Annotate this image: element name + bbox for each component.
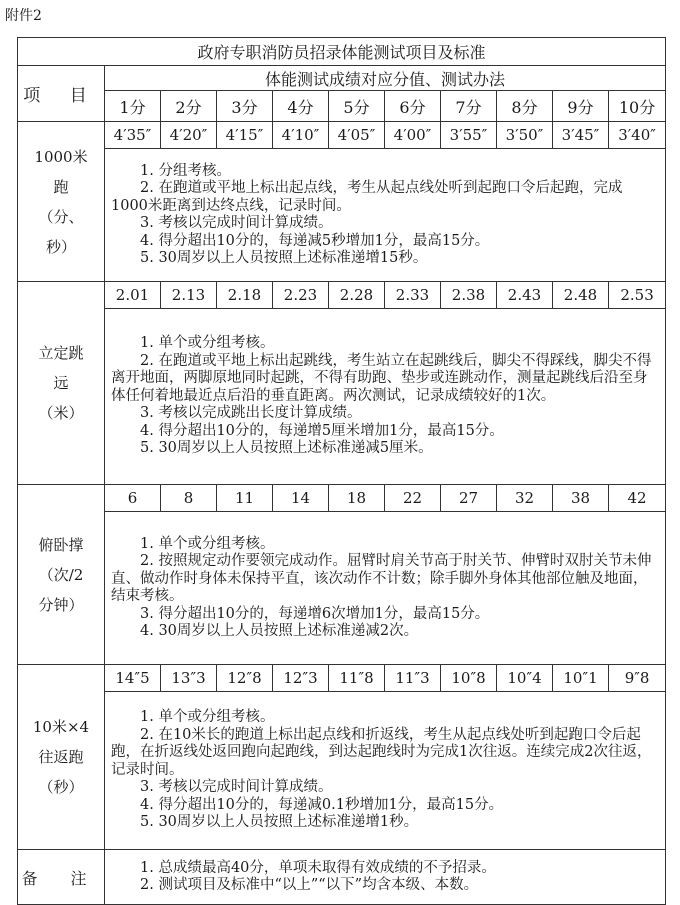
standard-value-cell: 3′55″ <box>441 122 497 149</box>
standard-value-cell: 10″8 <box>441 665 497 692</box>
event-name <box>18 282 105 485</box>
event-values-row <box>18 665 666 692</box>
score-header-cell: 3分 <box>217 91 273 122</box>
standard-value-cell: 2.38 <box>441 282 497 309</box>
table-title: 政府专职消防员招录体能测试项目及标准 <box>18 38 666 66</box>
score-header-cell: 6分 <box>385 91 441 122</box>
standard-value-cell: 3′50″ <box>497 122 553 149</box>
score-header-cell: 5分 <box>329 91 385 122</box>
standard-value-cell: 11 <box>217 485 273 512</box>
subheader-row <box>18 66 666 91</box>
event-name <box>18 665 105 850</box>
standard-value-cell: 4′10″ <box>273 122 329 149</box>
standard-value-cell: 6 <box>105 485 161 512</box>
score-header-cell: 4分 <box>273 91 329 122</box>
rule-line: 2. 在跑道或平地上标出起跳线，考生站立在起跳线后，脚尖不得踩线，脚尖不得离开地面，两脚原地同时起跳，不得有助跑、垫步或连跳动作，测量起跳线后沿至身体任何着地最近点后沿的垂直距离。两次测试，记录成绩较好的1次。 <box>111 352 652 404</box>
remarks-label: 备 注 <box>18 850 105 905</box>
standard-value-cell: 3′45″ <box>553 122 609 149</box>
remarks-content <box>105 850 666 905</box>
event-name-line: 远 <box>53 374 69 392</box>
event-rules-row <box>18 309 666 485</box>
event-name-line: 跑 <box>53 177 69 196</box>
standard-value-cell: 22 <box>385 485 441 512</box>
score-header-cell: 10分 <box>609 91 666 122</box>
standard-value-cell: 14″5 <box>105 665 161 692</box>
rule-line: 4. 得分超出10分的，每递增5厘米增加1分，最高15分。 <box>140 422 504 439</box>
rule-line: 1. 单个或分组考核。 <box>140 709 275 726</box>
standard-value-cell: 8 <box>161 485 217 512</box>
remark-line: 2. 测试项目及标准中“以上”“以下”均含本级、本数。 <box>140 877 479 893</box>
standard-value-cell: 2.13 <box>161 282 217 309</box>
rule-line: 4. 得分超出10分的，每递减5秒增加1分，最高15分。 <box>140 232 490 249</box>
event-name-line: 往返跑 <box>38 748 84 766</box>
item-header: 项 目 <box>18 66 105 122</box>
standard-value-cell: 2.33 <box>385 282 441 309</box>
rule-line: 1. 分组考核。 <box>140 162 231 179</box>
event-name <box>18 122 105 282</box>
test-method <box>105 512 666 665</box>
rule-line: 3. 考核以完成跳出长度计算成绩。 <box>140 405 362 422</box>
event-name-line: （分、 <box>38 207 84 226</box>
remarks-row <box>18 850 666 905</box>
standard-value-cell: 11″8 <box>329 665 385 692</box>
event-name-line: （秒） <box>38 778 84 796</box>
event-rules-row <box>18 692 666 850</box>
rule-line: 2. 在10米长的跑道上标出起点线和折返线，考生从起点线处听到起跑口令后起跑，在折返线处返回跑向起跑线，到达起跑线时为完成1次往返。连续完成2次往返，记录时间。 <box>111 726 652 778</box>
rule-line: 3. 考核以完成时间计算成绩。 <box>140 779 333 796</box>
score-header-row <box>18 91 666 122</box>
rule-line: 5. 30周岁以上人员按照上述标准递减5厘米。 <box>140 440 433 457</box>
rule-line: 4. 30周岁以上人员按照上述标准递减2次。 <box>140 623 419 639</box>
event-name-line: 秒） <box>45 237 76 256</box>
score-header-cell: 1分 <box>105 91 161 122</box>
standard-value-cell: 4′00″ <box>385 122 441 149</box>
event-name-line: 10米×4 <box>32 718 90 736</box>
standard-value-cell: 9″8 <box>609 665 666 692</box>
standard-value-cell: 13″3 <box>161 665 217 692</box>
event-name-line: 立定跳 <box>38 344 84 362</box>
standard-value-cell: 2.48 <box>553 282 609 309</box>
standard-value-cell: 2.23 <box>273 282 329 309</box>
event-name-line: （次/2 <box>38 565 84 584</box>
standard-value-cell: 2.53 <box>609 282 666 309</box>
standard-value-cell: 4′05″ <box>329 122 385 149</box>
score-header-cell: 8分 <box>497 91 553 122</box>
test-method <box>105 309 666 485</box>
event-name <box>18 485 105 665</box>
rule-line: 2. 按照规定动作要领完成动作。屈臂时肩关节高于肘关节、伸臂时双肘关节未伸直、做动作时身体未保持平直，该次动作不计数；除手脚外身体其他部位触及地面，结束考核。 <box>111 553 652 604</box>
table-body <box>18 38 666 905</box>
event-values-row <box>18 282 666 309</box>
standard-value-cell: 4′20″ <box>161 122 217 149</box>
standard-value-cell: 42 <box>609 485 666 512</box>
standard-value-cell: 18 <box>329 485 385 512</box>
attachment-label: 附件2 <box>5 8 42 24</box>
standard-value-cell: 12″3 <box>273 665 329 692</box>
remark-line: 1. 总成绩最高40分，单项未取得有效成绩的不予招录。 <box>140 859 496 876</box>
rule-line: 3. 考核以完成时间计算成绩。 <box>140 215 333 231</box>
score-header-cell: 7分 <box>441 91 497 122</box>
rule-line: 4. 得分超出10分的，每递减0.1秒增加1分，最高15分。 <box>140 796 504 813</box>
rule-line: 5. 30周岁以上人员按照上述标准递增1秒。 <box>140 814 419 831</box>
rule-line: 1. 单个或分组考核。 <box>140 535 275 552</box>
event-name-line: 分钟） <box>38 595 84 614</box>
rule-line: 5. 30周岁以上人员按照上述标准递增15秒。 <box>140 250 428 266</box>
standard-value-cell: 32 <box>497 485 553 512</box>
standard-value-cell: 2.43 <box>497 282 553 309</box>
score-header-cell: 9分 <box>553 91 609 122</box>
rule-line: 1. 单个或分组考核。 <box>140 335 275 352</box>
standard-value-cell: 38 <box>553 485 609 512</box>
event-values-row <box>18 485 666 512</box>
rule-line: 2. 在跑道或平地上标出起点线，考生从起点线处听到起跑口令后起跑，完成1000米距离到达终点线，记录时间。 <box>111 180 623 214</box>
standard-value-cell: 10″4 <box>497 665 553 692</box>
standard-value-cell: 3′40″ <box>609 122 666 149</box>
standard-value-cell: 27 <box>441 485 497 512</box>
event-name-line: 俯卧撑 <box>38 535 84 554</box>
standard-value-cell: 2.01 <box>105 282 161 309</box>
rule-line: 3. 得分超出10分的，每递增6次增加1分，最高15分。 <box>140 605 490 622</box>
event-name-line: 1000米 <box>34 147 88 166</box>
standard-value-cell: 11″3 <box>385 665 441 692</box>
event-rules-row <box>18 512 666 665</box>
standard-value-cell: 4′35″ <box>105 122 161 149</box>
event-rules-row <box>18 149 666 282</box>
scores-subtitle: 体能测试成绩对应分值、测试办法 <box>105 66 666 91</box>
test-method <box>105 149 666 282</box>
standard-value-cell: 2.28 <box>329 282 385 309</box>
standard-value-cell: 2.18 <box>217 282 273 309</box>
standard-value-cell: 4′15″ <box>217 122 273 149</box>
test-method <box>105 692 666 850</box>
standard-value-cell: 12″8 <box>217 665 273 692</box>
event-values-row <box>18 122 666 149</box>
standard-value-cell: 14 <box>273 485 329 512</box>
fitness-standards-table <box>17 37 666 905</box>
standard-value-cell: 10″1 <box>553 665 609 692</box>
event-name-line: （米） <box>38 404 84 422</box>
title-row <box>18 38 666 66</box>
score-header-cell: 2分 <box>161 91 217 122</box>
